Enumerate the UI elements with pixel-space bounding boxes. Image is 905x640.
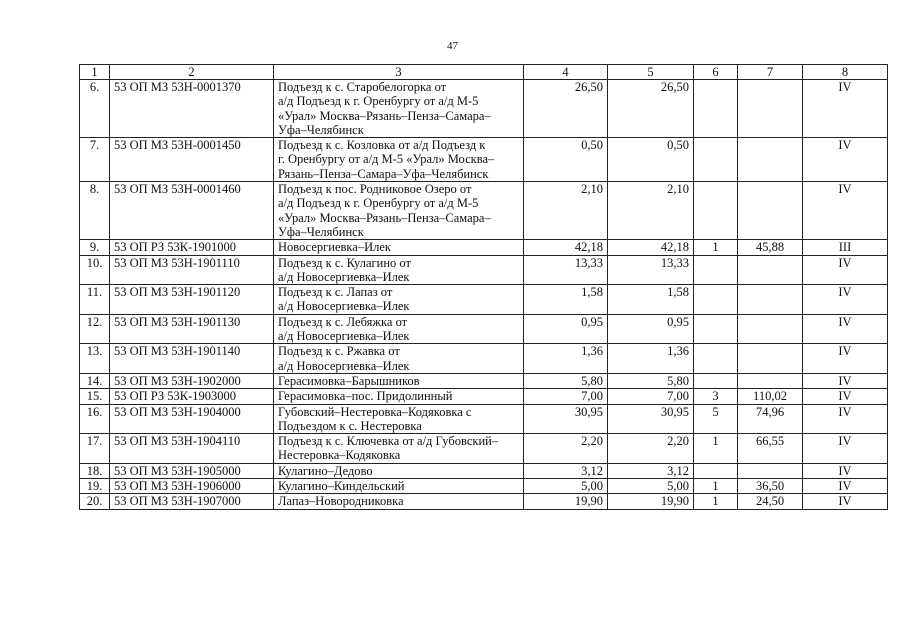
table-row: [80, 255, 888, 285]
bridge-length-cell: [738, 182, 803, 240]
length-cell: 42,18: [608, 240, 694, 255]
table-row: [80, 182, 888, 240]
bridge-length-cell: 45,88: [738, 240, 803, 255]
road-category-cell: IV: [803, 373, 888, 388]
road-name-cell: Лапаз–Новородниковка: [274, 494, 524, 509]
bridge-count-cell: [694, 344, 738, 374]
length-cell: 1,58: [608, 285, 694, 315]
length-total-cell: 3,12: [524, 463, 608, 478]
road-name-cell: Подъезд к с. Ключевка от а/д Губовский– Нестеровка–Кодяковка: [274, 434, 524, 464]
table-header-row: [80, 65, 888, 80]
length-total-cell: 0,50: [524, 138, 608, 182]
bridge-length-cell: [738, 463, 803, 478]
bridge-count-cell: [694, 182, 738, 240]
road-name-cell: Подъезд к с. Лапаз от а/д Новосергиевка–Илек: [274, 285, 524, 315]
bridge-count-cell: [694, 138, 738, 182]
column-header: 3: [274, 65, 524, 80]
bridge-length-cell: [738, 344, 803, 374]
bridge-count-cell: 1: [694, 434, 738, 464]
road-code-cell: 53 ОП МЗ 53Н-1901120: [110, 285, 274, 315]
table-row: [80, 479, 888, 494]
bridge-length-cell: 74,96: [738, 404, 803, 434]
column-header: 5: [608, 65, 694, 80]
bridge-count-cell: [694, 373, 738, 388]
road-code-cell: 53 ОП МЗ 53Н-1907000: [110, 494, 274, 509]
road-code-cell: 53 ОП РЗ 53К-1901000: [110, 240, 274, 255]
bridge-count-cell: 1: [694, 240, 738, 255]
road-name-cell: Кулагино–Дедово: [274, 463, 524, 478]
bridge-length-cell: [738, 285, 803, 315]
length-cell: 19,90: [608, 494, 694, 509]
bridge-count-cell: [694, 314, 738, 344]
row-number-cell: 14.: [80, 373, 110, 388]
column-header: 4: [524, 65, 608, 80]
length-total-cell: 1,36: [524, 344, 608, 374]
column-header: 1: [80, 65, 110, 80]
bridge-length-cell: 24,50: [738, 494, 803, 509]
column-header: 6: [694, 65, 738, 80]
bridge-count-cell: [694, 463, 738, 478]
road-category-cell: IV: [803, 434, 888, 464]
table-row: [80, 314, 888, 344]
table-row: [80, 389, 888, 404]
length-cell: 0,95: [608, 314, 694, 344]
table-row: [80, 434, 888, 464]
length-total-cell: 5,00: [524, 479, 608, 494]
row-number-cell: 16.: [80, 404, 110, 434]
road-code-cell: 53 ОП МЗ 53Н-1904000: [110, 404, 274, 434]
bridge-length-cell: [738, 80, 803, 138]
length-total-cell: 26,50: [524, 80, 608, 138]
bridge-length-cell: [738, 373, 803, 388]
road-name-cell: Подъезд к с. Кулагино от а/д Новосергиевка–Илек: [274, 255, 524, 285]
road-category-cell: IV: [803, 389, 888, 404]
length-cell: 3,12: [608, 463, 694, 478]
row-number-cell: 15.: [80, 389, 110, 404]
road-category-cell: IV: [803, 285, 888, 315]
road-code-cell: 53 ОП МЗ 53Н-1904110: [110, 434, 274, 464]
length-cell: 5,80: [608, 373, 694, 388]
length-total-cell: 0,95: [524, 314, 608, 344]
row-number-cell: 13.: [80, 344, 110, 374]
length-cell: 0,50: [608, 138, 694, 182]
row-number-cell: 20.: [80, 494, 110, 509]
road-code-cell: 53 ОП МЗ 53Н-1905000: [110, 463, 274, 478]
road-category-cell: III: [803, 240, 888, 255]
road-code-cell: 53 ОП МЗ 53Н-1901130: [110, 314, 274, 344]
length-cell: 2,10: [608, 182, 694, 240]
length-cell: 26,50: [608, 80, 694, 138]
bridge-count-cell: 1: [694, 479, 738, 494]
road-category-cell: IV: [803, 314, 888, 344]
length-total-cell: 1,58: [524, 285, 608, 315]
length-cell: 13,33: [608, 255, 694, 285]
road-category-cell: IV: [803, 182, 888, 240]
table-row: [80, 138, 888, 182]
road-code-cell: 53 ОП МЗ 53Н-0001450: [110, 138, 274, 182]
row-number-cell: 9.: [80, 240, 110, 255]
row-number-cell: 6.: [80, 80, 110, 138]
row-number-cell: 7.: [80, 138, 110, 182]
length-total-cell: 7,00: [524, 389, 608, 404]
table-row: [80, 285, 888, 315]
road-name-cell: Герасимовка–пос. Придолинный: [274, 389, 524, 404]
road-code-cell: 53 ОП МЗ 53Н-0001370: [110, 80, 274, 138]
bridge-length-cell: [738, 314, 803, 344]
length-total-cell: 13,33: [524, 255, 608, 285]
row-number-cell: 8.: [80, 182, 110, 240]
table-row: [80, 463, 888, 478]
length-total-cell: 42,18: [524, 240, 608, 255]
road-category-cell: IV: [803, 344, 888, 374]
row-number-cell: 19.: [80, 479, 110, 494]
row-number-cell: 11.: [80, 285, 110, 315]
road-category-cell: IV: [803, 494, 888, 509]
road-code-cell: 53 ОП МЗ 53Н-1901110: [110, 255, 274, 285]
row-number-cell: 18.: [80, 463, 110, 478]
road-code-cell: 53 ОП МЗ 53Н-1906000: [110, 479, 274, 494]
road-category-cell: IV: [803, 80, 888, 138]
road-category-cell: IV: [803, 255, 888, 285]
bridge-count-cell: [694, 285, 738, 315]
bridge-length-cell: [738, 255, 803, 285]
bridge-count-cell: 1: [694, 494, 738, 509]
length-total-cell: 30,95: [524, 404, 608, 434]
table-row: [80, 494, 888, 509]
bridge-count-cell: [694, 80, 738, 138]
bridge-length-cell: 110,02: [738, 389, 803, 404]
road-code-cell: 53 ОП МЗ 53Н-0001460: [110, 182, 274, 240]
column-header: 8: [803, 65, 888, 80]
page-number: 47: [447, 40, 458, 52]
length-cell: 2,20: [608, 434, 694, 464]
bridge-count-cell: [694, 255, 738, 285]
table-row: [80, 80, 888, 138]
column-header: 7: [738, 65, 803, 80]
roads-table: [79, 64, 888, 510]
length-total-cell: 2,10: [524, 182, 608, 240]
road-name-cell: Подъезд к с. Ржавка от а/д Новосергиевка–Илек: [274, 344, 524, 374]
road-name-cell: Кулагино–Киндельский: [274, 479, 524, 494]
length-cell: 5,00: [608, 479, 694, 494]
road-category-cell: IV: [803, 404, 888, 434]
length-total-cell: 5,80: [524, 373, 608, 388]
table-row: [80, 404, 888, 434]
row-number-cell: 12.: [80, 314, 110, 344]
row-number-cell: 17.: [80, 434, 110, 464]
length-cell: 30,95: [608, 404, 694, 434]
length-total-cell: 19,90: [524, 494, 608, 509]
column-header: 2: [110, 65, 274, 80]
road-name-cell: Подъезд к с. Лебяжка от а/д Новосергиевка–Илек: [274, 314, 524, 344]
table-row: [80, 344, 888, 374]
row-number-cell: 10.: [80, 255, 110, 285]
road-name-cell: Подъезд к пос. Родниковое Озеро от а/д Подъезд к г. Оренбургу от а/д М-5 «Урал» Москва–Рязань–Пенза–Самара– Уфа–Челябинск: [274, 182, 524, 240]
road-name-cell: Подъезд к с. Козловка от а/д Подъезд к г. Оренбургу от а/д М-5 «Урал» Москва– Рязань–Пенза–Самара–Уфа–Челябинск: [274, 138, 524, 182]
bridge-length-cell: 66,55: [738, 434, 803, 464]
length-cell: 7,00: [608, 389, 694, 404]
road-category-cell: IV: [803, 138, 888, 182]
road-name-cell: Новосергиевка–Илек: [274, 240, 524, 255]
bridge-length-cell: [738, 138, 803, 182]
road-category-cell: IV: [803, 479, 888, 494]
bridge-count-cell: 3: [694, 389, 738, 404]
table-row: [80, 373, 888, 388]
table-row: [80, 240, 888, 255]
road-code-cell: 53 ОП РЗ 53К-1903000: [110, 389, 274, 404]
road-name-cell: Подъезд к с. Старобелогорка от а/д Подъезд к г. Оренбургу от а/д М-5 «Урал» Москва–Рязань–Пенза–Самара– Уфа–Челябинск: [274, 80, 524, 138]
bridge-length-cell: 36,50: [738, 479, 803, 494]
length-cell: 1,36: [608, 344, 694, 374]
road-code-cell: 53 ОП МЗ 53Н-1902000: [110, 373, 274, 388]
bridge-count-cell: 5: [694, 404, 738, 434]
road-name-cell: Губовский–Нестеровка–Кодяковка с Подъездом к с. Нестеровка: [274, 404, 524, 434]
road-name-cell: Герасимовка–Барышников: [274, 373, 524, 388]
road-category-cell: IV: [803, 463, 888, 478]
road-code-cell: 53 ОП МЗ 53Н-1901140: [110, 344, 274, 374]
length-total-cell: 2,20: [524, 434, 608, 464]
